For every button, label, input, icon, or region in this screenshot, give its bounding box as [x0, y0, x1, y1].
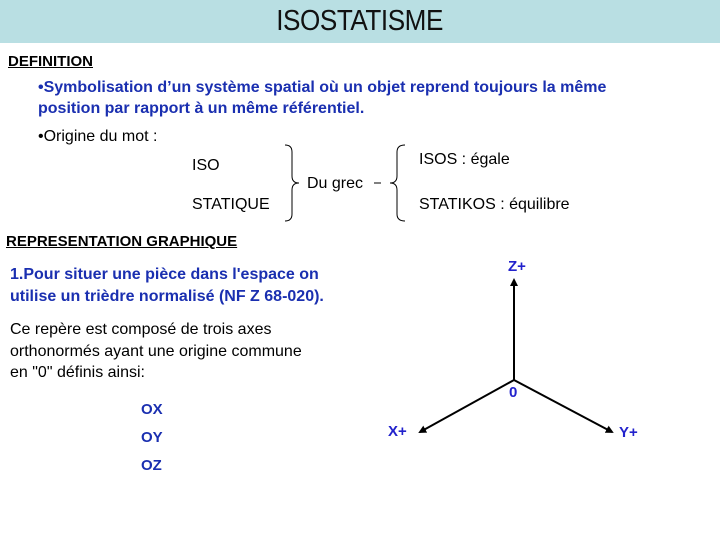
description-line-3: en "0" définis ainsi: [10, 364, 145, 381]
origin-label: 0 [509, 384, 518, 401]
x-axis-label: X+ [388, 423, 407, 440]
representation-heading: REPRESENTATION GRAPHIQUE [6, 233, 238, 250]
x-axis-arrow [420, 380, 514, 432]
representation-point-line-2: utilise un trièdre normalisé (NF Z 68-020). [10, 288, 324, 305]
etymology-statikos: STATIKOS : équilibre [419, 196, 570, 213]
y-axis-arrow [514, 380, 612, 432]
z-axis-label: Z+ [508, 258, 526, 275]
etymology-isos: ISOS : égale [419, 151, 510, 168]
axis-item-ox: OX [141, 401, 163, 418]
origin-bullet: •Origine du mot : [38, 128, 158, 145]
axis-item-oy: OY [141, 429, 163, 446]
slide-title: ISOSTATISME [276, 5, 444, 37]
representation-point-line-1: 1.Pour situer une pièce dans l'espace on [10, 266, 319, 283]
definition-bullet-line-1: •Symbolisation d’un système spatial où un objet reprend toujours la même [38, 79, 607, 96]
etymology-term-iso: ISO [192, 157, 220, 174]
y-axis-label: Y+ [619, 424, 638, 441]
left-brace-icon [390, 145, 405, 221]
axis-item-oz: OZ [141, 457, 162, 474]
description-line-1: Ce repère est composé de trois axes [10, 321, 272, 338]
description-line-2: orthonormés ayant une origine commune [10, 343, 302, 360]
definition-bullet-line-2: position par rapport à un même référentiel. [38, 100, 365, 117]
etymology-center: Du grec [307, 175, 364, 192]
definition-heading: DEFINITION [8, 53, 93, 70]
etymology-term-statique: STATIQUE [192, 196, 270, 213]
right-brace-icon [285, 145, 299, 221]
